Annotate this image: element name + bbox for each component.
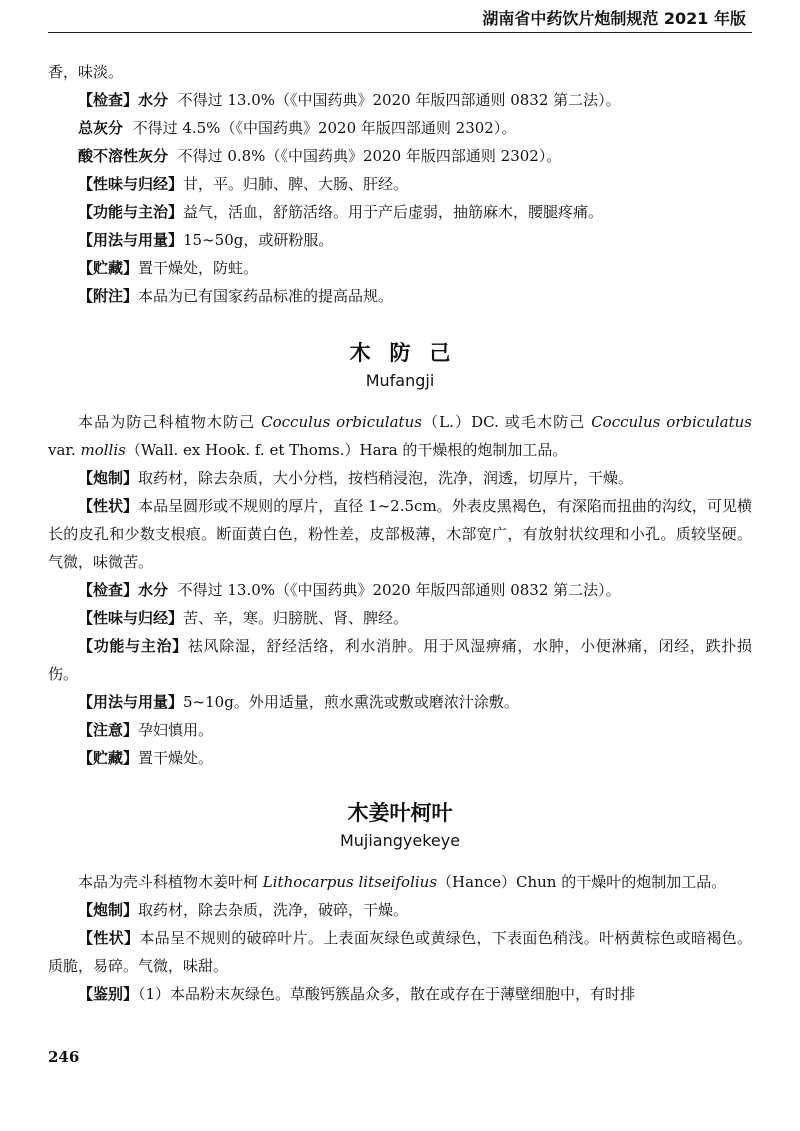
note-label: 【附注】 xyxy=(78,287,139,305)
moisture-text: 不得过 13.0%（《中国药典》2020 年版四部通则 0832 第二法）。 xyxy=(177,91,621,109)
processing-text: 取药材，除去杂质，大小分档，按档稍浸泡，洗净，润透，切厚片，干燥。 xyxy=(138,469,634,487)
storage-paragraph xyxy=(48,254,752,282)
storage-paragraph xyxy=(48,744,752,772)
function-text: 祛风除湿，舒经活络，利水消肿。用于风湿痹痛，水肿，小便淋痛，闭经，跌扑损伤。 xyxy=(48,637,752,683)
taste-meridian-paragraph xyxy=(48,604,752,632)
intro-text: 本品为壳斗科植物木姜叶柯 xyxy=(78,873,263,891)
dosage-text: 15~50g，或研粉服。 xyxy=(183,231,334,249)
identification-paragraph xyxy=(48,980,752,1008)
function-paragraph xyxy=(48,632,752,688)
dosage-paragraph xyxy=(48,226,752,254)
caution-label: 【注意】 xyxy=(78,721,139,739)
dosage-label: 【用法与用量】 xyxy=(78,693,184,711)
character-label: 【性状】 xyxy=(78,497,139,515)
storage-label: 【贮藏】 xyxy=(78,749,139,767)
continued-text: 香，味淡。 xyxy=(48,63,124,81)
section-title-mujiangyekeye: 木姜叶柯叶 xyxy=(347,801,453,825)
latin-name: Cocculus orbiculatus xyxy=(591,413,752,431)
acid-ash-label: 酸不溶性灰分 xyxy=(78,147,169,165)
moisture-label: 水分 xyxy=(138,91,169,109)
intro-text: （L.）DC. 或毛木防己 xyxy=(421,413,592,431)
page-content xyxy=(48,58,752,1008)
latin-name: Cocculus orbiculatus xyxy=(261,413,422,431)
taste-meridian-label: 【性味与归经】 xyxy=(78,609,184,627)
intro-text: （Wall. ex Hook. f. et Thoms.）Hara 的干燥根的炮制加工品。 xyxy=(125,441,568,459)
latin-name: mollis xyxy=(80,441,126,459)
processing-text: 取药材，除去杂质，洗净，破碎，干燥。 xyxy=(138,901,409,919)
dosage-text: 5~10g。外用适量，煎水熏洗或敷或磨浓汁涂敷。 xyxy=(183,693,519,711)
identification-label: 【鉴别】 xyxy=(78,985,139,1003)
dosage-paragraph xyxy=(48,688,752,716)
storage-text: 置干燥处。 xyxy=(138,749,214,767)
intro-text: （Hance）Chun 的干燥叶的炮制加工品。 xyxy=(437,873,727,891)
moisture-label: 水分 xyxy=(138,581,169,599)
check-label: 【检查】 xyxy=(78,91,139,109)
note-text: 本品为已有国家药品标准的提高品规。 xyxy=(138,287,394,305)
check-paragraph xyxy=(48,576,752,604)
taste-meridian-label: 【性味与归经】 xyxy=(78,175,184,193)
note-paragraph xyxy=(48,282,752,310)
processing-label: 【炮制】 xyxy=(78,469,139,487)
storage-text: 置干燥处，防蛀。 xyxy=(138,259,259,277)
taste-meridian-paragraph xyxy=(48,170,752,198)
section-title-mufangji xyxy=(48,338,752,368)
character-paragraph xyxy=(48,924,752,980)
check-label: 【检查】 xyxy=(78,581,139,599)
running-header: 湖南省中药饮片炮制规范 2021 年版 xyxy=(48,8,752,33)
function-label: 【功能与主治】 xyxy=(78,203,184,221)
intro-text: var. xyxy=(48,441,81,459)
section-pinyin-mufangji: Mufangji xyxy=(365,371,435,390)
total-ash-paragraph xyxy=(48,114,752,142)
function-label: 【功能与主治】 xyxy=(78,637,188,655)
acid-ash-paragraph xyxy=(48,142,752,170)
check-paragraph xyxy=(48,86,752,114)
caution-text: 孕妇慎用。 xyxy=(138,721,214,739)
intro-paragraph-mujiangyekeye xyxy=(48,868,752,896)
function-text: 益气，活血，舒筋活络。用于产后虚弱，抽筋麻木，腰腿疼痛。 xyxy=(183,203,604,221)
processing-label: 【炮制】 xyxy=(78,901,139,919)
processing-paragraph xyxy=(48,464,752,492)
character-paragraph xyxy=(48,492,752,576)
total-ash-text: 不得过 4.5%（《中国药典》2020 年版四部通则 2302）。 xyxy=(132,119,517,137)
page-number: 246 xyxy=(48,1048,80,1066)
storage-label: 【贮藏】 xyxy=(78,259,139,277)
moisture-text: 不得过 13.0%（《中国药典》2020 年版四部通则 0832 第二法）。 xyxy=(177,581,621,599)
caution-paragraph xyxy=(48,716,752,744)
character-text: 本品呈不规则的破碎叶片。上表面灰绿色或黄绿色，下表面色稍浅。叶柄黄棕色或暗褐色。质脆，易碎。气微，味甜。 xyxy=(48,929,752,975)
section-pinyin-mujiangyekeye: Mujiangyekeye xyxy=(339,831,461,850)
taste-meridian-text: 苦、辛，寒。归膀胱、肾、脾经。 xyxy=(183,609,409,627)
acid-ash-text: 不得过 0.8%（《中国药典》2020 年版四部通则 2302）。 xyxy=(177,147,562,165)
total-ash-label: 总灰分 xyxy=(78,119,124,137)
dosage-label: 【用法与用量】 xyxy=(78,231,184,249)
intro-paragraph-mufangji xyxy=(48,408,752,464)
latin-name: Lithocarpus litseifolius xyxy=(262,873,438,891)
character-text: 本品呈圆形或不规则的厚片，直径 1~2.5cm。外表皮黑褐色，有深陷而扭曲的沟纹，可见横长的皮孔和少数支根痕。断面黄白色，粉性差，皮部极薄，木部宽广，有放射状纹理和小孔。质较坚硬。气微，味微苦。 xyxy=(48,497,752,571)
identification-text: （1）本品粉末灰绿色。草酸钙簇晶众多，散在或存在于薄壁细胞中，有时排 xyxy=(138,985,636,1003)
title-text-mufangji: 木防己 xyxy=(349,341,470,365)
taste-meridian-text: 甘，平。归肺、脾、大肠、肝经。 xyxy=(183,175,409,193)
intro-text: 本品为防己科植物木防己 xyxy=(78,413,262,431)
character-label: 【性状】 xyxy=(78,929,140,947)
function-paragraph xyxy=(48,198,752,226)
processing-paragraph xyxy=(48,896,752,924)
